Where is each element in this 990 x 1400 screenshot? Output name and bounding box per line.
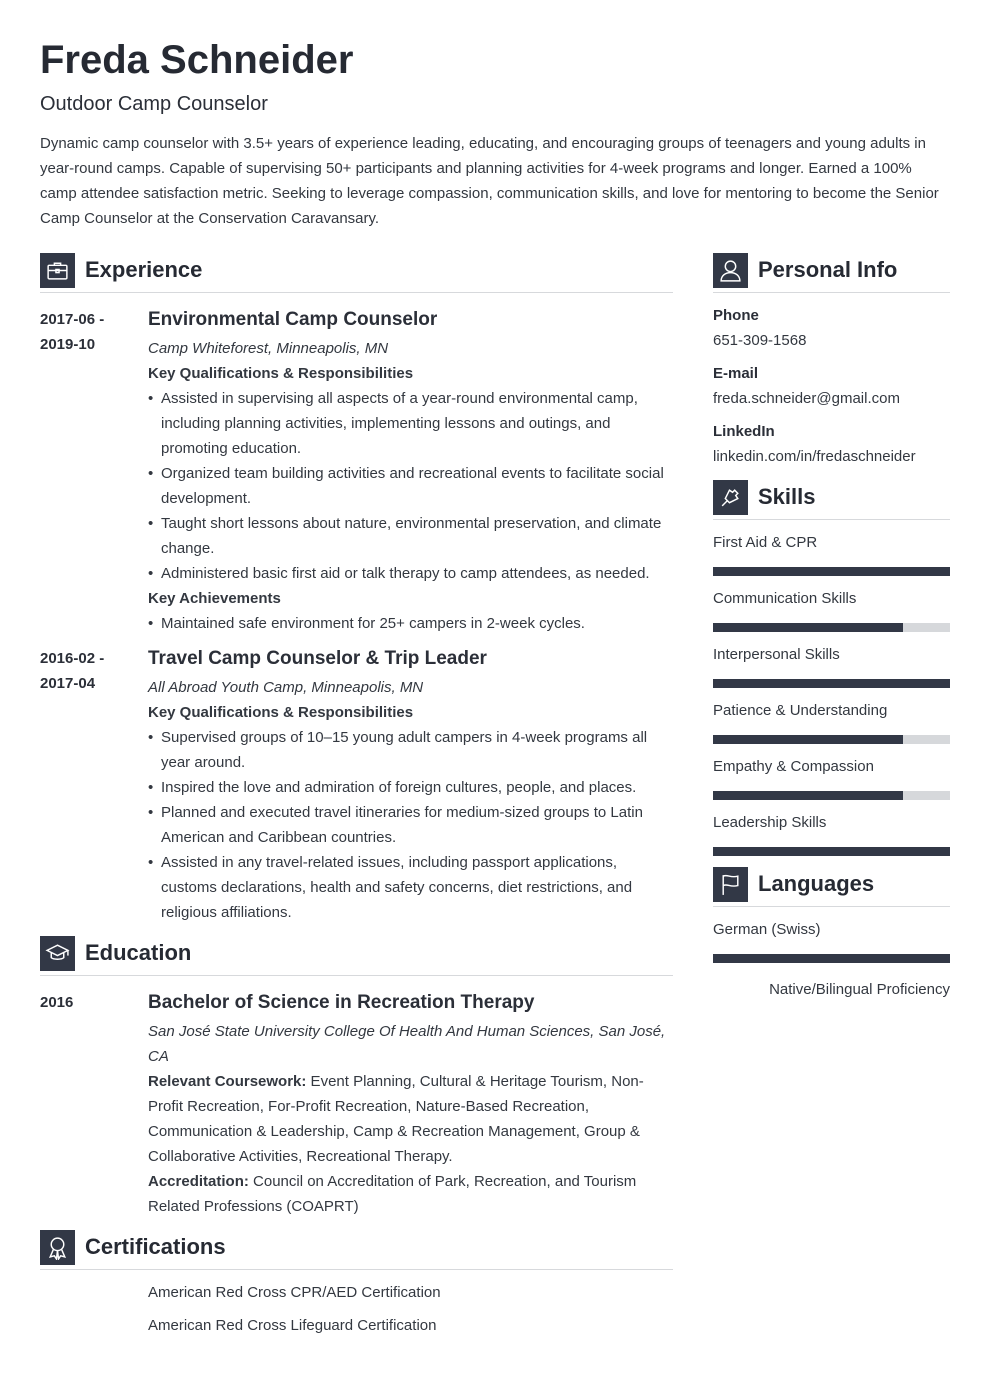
certifications-section-header xyxy=(40,1229,673,1270)
resume-header xyxy=(40,36,950,231)
list-item: • Organized team building activities and recreational events to facilitate social development. xyxy=(148,461,673,511)
list-item: • Assisted in any travel-related issues, including passport applications, customs declarations, health and safety concerns, diet restrictions, and religious affiliations. xyxy=(148,850,673,925)
certifications-heading: Certifications xyxy=(85,1234,226,1259)
accreditation-label: Accreditation: xyxy=(148,1173,249,1190)
job-entry xyxy=(40,646,673,925)
achievements-list xyxy=(148,611,673,636)
school-name: San José State University College Of Health And Human Sciences, San José, CA xyxy=(148,1023,666,1065)
skills-heading: Skills xyxy=(758,484,816,509)
skill-level-fill xyxy=(713,791,903,800)
personal-info-section-header xyxy=(713,252,950,293)
candidate-name: Freda Schneider xyxy=(40,38,354,82)
person-icon xyxy=(713,253,748,288)
skill-level-bar xyxy=(713,735,950,744)
skill-item xyxy=(713,754,950,800)
skill-name: First Aid & CPR xyxy=(713,534,818,551)
education-entry xyxy=(40,990,673,1219)
job-date: 2016-02 - 2017-04 xyxy=(40,650,105,692)
job-company: All Abroad Youth Camp, Minneapolis, MN xyxy=(148,679,424,696)
qualifications-heading: Key Qualifications & Responsibilities xyxy=(148,365,414,382)
skill-item xyxy=(713,586,950,632)
job-date: 2017-06 - 2019-10 xyxy=(40,311,105,353)
graduation-cap-icon xyxy=(40,936,75,971)
accreditation-text: Council on Accreditation of Park, Recreation, and Tourism Related Professions (COAPRT) xyxy=(148,1173,637,1215)
certification-item: American Red Cross CPR/AED Certification xyxy=(148,1284,441,1301)
language-item xyxy=(713,917,950,1002)
award-ribbon-icon xyxy=(40,1230,75,1265)
languages-heading: Languages xyxy=(758,871,875,896)
skill-level-bar xyxy=(713,847,950,856)
skills-section-header xyxy=(713,479,950,520)
list-item: • Inspired the love and admiration of foreign cultures, people, and places. xyxy=(148,775,673,800)
degree-title: Bachelor of Science in Recreation Therapy xyxy=(148,992,535,1013)
list-item: • Planned and executed travel itineraries for medium-sized groups to Latin American and Caribbean countries. xyxy=(148,800,673,850)
linkedin-value: linkedin.com/in/fredaschneider xyxy=(713,448,916,465)
skill-level-bar xyxy=(713,623,950,632)
job-title: Travel Camp Counselor & Trip Leader xyxy=(148,648,487,669)
linkedin-label: LinkedIn xyxy=(713,423,775,440)
phone-value: 651-309-1568 xyxy=(713,332,807,349)
skill-item xyxy=(713,642,950,688)
experience-section-header xyxy=(40,252,673,293)
list-item: • Taught short lessons about nature, environmental preservation, and climate change. xyxy=(148,511,673,561)
skill-name: Empathy & Compassion xyxy=(713,758,874,775)
puzzle-hand-icon xyxy=(713,480,748,515)
education-date: 2016 xyxy=(40,994,74,1011)
skill-name: Interpersonal Skills xyxy=(713,646,840,663)
education-heading: Education xyxy=(85,940,192,965)
achievements-heading: Key Achievements xyxy=(148,590,281,607)
summary-paragraph: Dynamic camp counselor with 3.5+ years of experience leading, educating, and encouraging groups of teenagers and young adults in year-round camps. Capable of supervising 50+ participants and planning activities for 4-week programs and longer. Earned a 100% camp attendee satisfaction metric. Seeking to leverage compassion, communication skills, and love for mentoring to become the Senior Camp Counselor at the Conservation Caravansary. xyxy=(40,135,939,227)
email-label: E-mail xyxy=(713,365,759,382)
skill-level-fill xyxy=(713,623,903,632)
skill-item xyxy=(713,810,950,856)
list-item: • Maintained safe environment for 25+ campers in 2-week cycles. xyxy=(148,611,673,636)
skill-level-fill xyxy=(713,679,950,688)
skill-item xyxy=(713,698,950,744)
qualifications-heading: Key Qualifications & Responsibilities xyxy=(148,704,414,721)
job-title: Environmental Camp Counselor xyxy=(148,309,438,330)
right-column xyxy=(713,252,950,1002)
job-company: Camp Whiteforest, Minneapolis, MN xyxy=(148,340,389,357)
coursework-label: Relevant Coursework: xyxy=(148,1073,307,1090)
skill-level-bar xyxy=(713,679,950,688)
responsibilities-list xyxy=(148,386,673,586)
skill-level-bar xyxy=(713,954,950,963)
skill-level-bar xyxy=(713,567,950,576)
phone-label: Phone xyxy=(713,307,759,324)
list-item: • Assisted in supervising all aspects of a year-round environmental camp, including planning activities, implementing lessons and outings, and promoting education. xyxy=(148,386,673,461)
candidate-title: Outdoor Camp Counselor xyxy=(40,93,268,115)
skill-name: Patience & Understanding xyxy=(713,702,888,719)
skill-level-fill xyxy=(713,847,950,856)
personal-info-heading: Personal Info xyxy=(758,257,898,282)
language-name: German (Swiss) xyxy=(713,921,821,938)
accreditation xyxy=(148,1169,673,1219)
skill-level-fill xyxy=(713,735,903,744)
certification-item: American Red Cross Lifeguard Certification xyxy=(148,1317,437,1334)
list-item: • Administered basic first aid or talk therapy to camp attendees, as needed. xyxy=(148,561,673,586)
education-section-header xyxy=(40,935,673,976)
coursework-text: Event Planning, Cultural & Heritage Tourism, Non-Profit Recreation, For-Profit Recreation, Nature-Based Recreation, Communication & Leadership, Camp & Recreation Management, Group & Collaborative Activities, Recreational Therapy. xyxy=(148,1073,644,1165)
skill-name: Leadership Skills xyxy=(713,814,827,831)
skill-name: Communication Skills xyxy=(713,590,857,607)
list-item: • Supervised groups of 10–15 young adult campers in 4-week programs all year around. xyxy=(148,725,673,775)
briefcase-icon xyxy=(40,253,75,288)
skills-list xyxy=(713,530,950,856)
language-proficiency: Native/Bilingual Proficiency xyxy=(769,981,950,998)
coursework xyxy=(148,1069,673,1169)
job-entry xyxy=(40,307,673,636)
languages-section-header xyxy=(713,866,950,907)
skill-item xyxy=(713,530,950,576)
experience-heading: Experience xyxy=(85,257,203,282)
left-column xyxy=(40,252,673,1338)
skill-level-fill xyxy=(713,954,950,963)
languages-list xyxy=(713,917,950,1002)
email-value: freda.schneider@gmail.com xyxy=(713,390,900,407)
flag-icon xyxy=(713,867,748,902)
skill-level-fill xyxy=(713,567,950,576)
skill-level-bar xyxy=(713,791,950,800)
responsibilities-list xyxy=(148,725,673,925)
